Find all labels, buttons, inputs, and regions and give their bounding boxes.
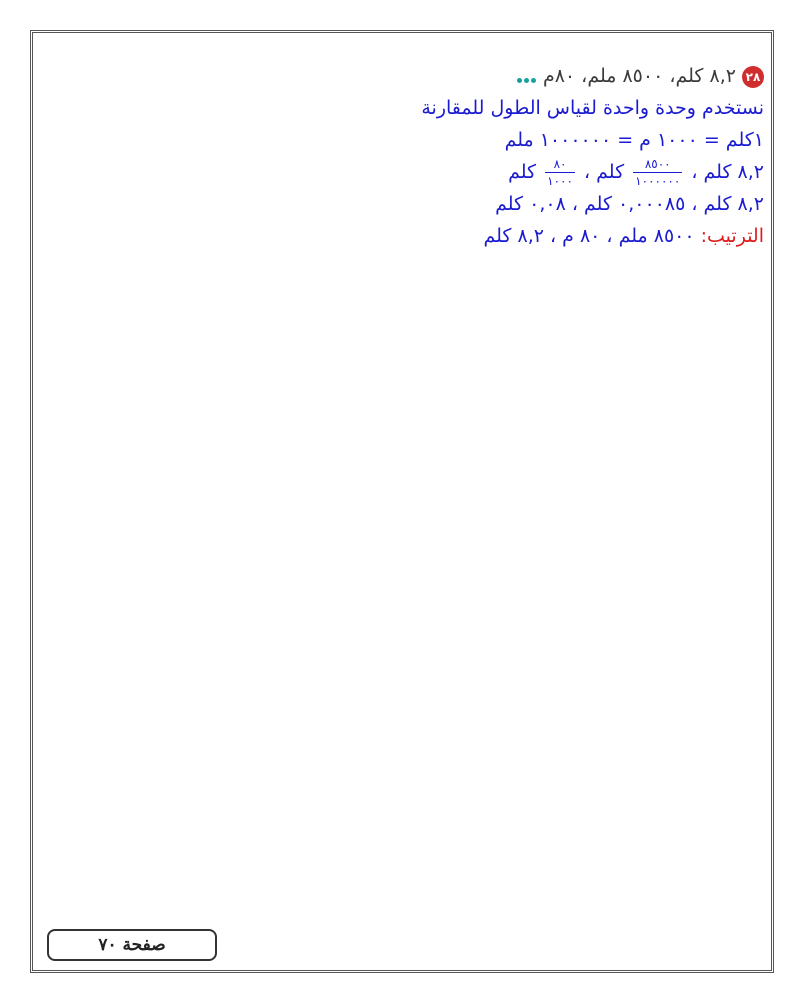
decimal-values-line: ٨,٢ كلم ، ٠,٠٠٠٨٥ كلم ، ٠,٠٨ كلم — [495, 193, 764, 215]
fraction-8500-over-million: $\frac{٨٥٠٠}{١٠٠٠٠٠٠}$ — [635, 157, 681, 188]
page-number-label: صفحة ٧٠ — [47, 929, 217, 961]
question-number-badge: ٢٨ — [742, 66, 764, 88]
ordering-label: الترتيب: — [700, 225, 764, 247]
solution-content — [390, 60, 764, 252]
dots-icon — [516, 61, 537, 93]
unit-equivalence: ١كلم = ١٠٠٠ م = ١٠٠٠٠٠٠ ملم — [504, 129, 764, 151]
ordering-line — [390, 220, 764, 252]
second-unit: كلم ، — [583, 161, 625, 183]
ordering-value: ٨٥٠٠ ملم ، ٨٠ م ، ٨,٢ كلم — [483, 225, 701, 247]
question-line — [390, 60, 764, 92]
question-text: ٨,٢ كلم، ٨٥٠٠ ملم، ٨٠م — [542, 65, 736, 87]
third-unit: كلم — [508, 161, 537, 183]
unit-conversion-intro: نستخدم وحدة واحدة لقياس الطول للمقارنة — [421, 97, 764, 119]
first-value: ٨,٢ كلم ، — [691, 161, 764, 183]
fraction-conversion-line — [390, 156, 764, 188]
fraction-80-over-thousand: $\frac{٨٠}{١٠٠٠}$ — [547, 157, 573, 188]
